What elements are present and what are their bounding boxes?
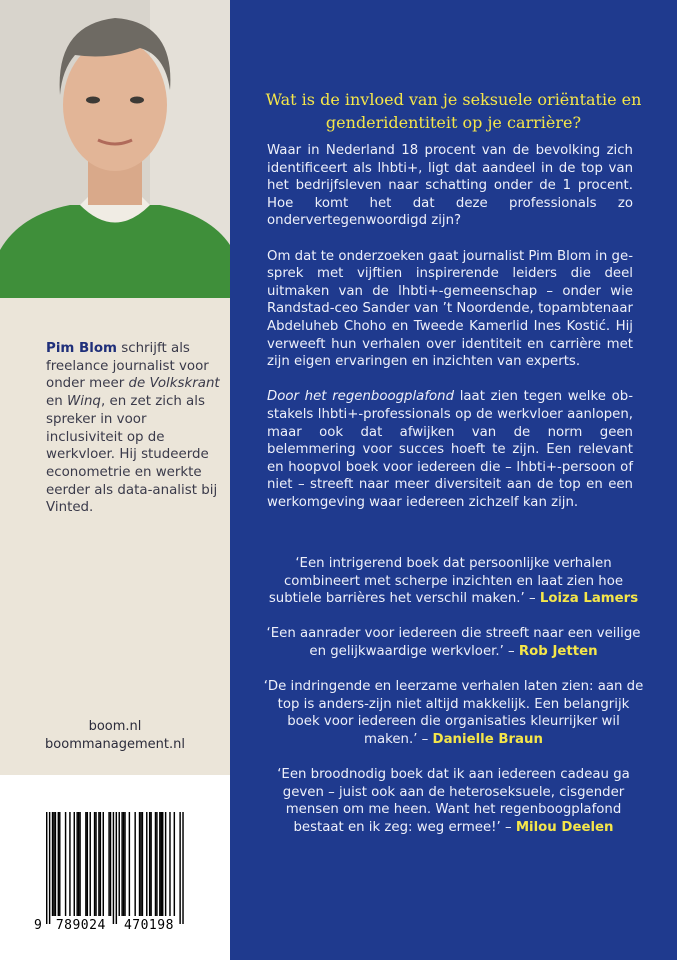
barcode-bar bbox=[140, 812, 141, 916]
barcode-bar bbox=[65, 812, 66, 916]
quote-text: ‘Een intrigerend boek dat persoonlijke verhalen combineert met scherpe inzichten en laat zien hoe subtiele barrières het verschil maken.’ – bbox=[268, 556, 624, 607]
barcode-bar bbox=[52, 812, 53, 916]
barcode-bar bbox=[156, 812, 157, 916]
left-column bbox=[0, 0, 230, 960]
quote-text: ‘Een broodnodig boek dat ik aan iedereen cadeau ga geven – juist ook aan de heteroseksuele, cisgender mensen om me heen. Want het regenboogplafond bestaat en ik zeg: weg ermee!’ – bbox=[277, 767, 630, 835]
barcode-bar bbox=[108, 812, 109, 916]
barcode-bar bbox=[87, 812, 88, 916]
author-bio bbox=[46, 340, 226, 517]
barcode-bar bbox=[182, 812, 183, 924]
isbn-barcode bbox=[30, 810, 190, 935]
bio-publication: Winq bbox=[66, 394, 101, 410]
barcode-bar bbox=[95, 812, 96, 916]
publisher-websites bbox=[0, 718, 230, 754]
quote-author: Danielle Braun bbox=[432, 731, 543, 747]
barcode-bar bbox=[53, 812, 54, 916]
isbn-digits: 9 bbox=[34, 918, 43, 933]
barcode-bar bbox=[165, 812, 166, 916]
paragraph-text: laat zien tegen welke obstakels lhbti+-professionals op de werkvloer aanlopen, maar ook dat afwijken van de norm geen belemmering voor succes hoeft te zijn. Een relevant en hoopvol boek voor iedereen die – lhbti+-persoon of niet – streeft naar meer diversiteit aan de top en een werkomgeving waar iedereen zichzelf kan zijn. bbox=[267, 389, 633, 510]
isbn-digits: 470198 bbox=[123, 918, 174, 933]
barcode-bar bbox=[100, 812, 101, 916]
barcode-bar bbox=[85, 812, 86, 916]
barcode-bar bbox=[49, 812, 50, 924]
isbn-digits: 789024 bbox=[55, 918, 106, 933]
barcode-bar bbox=[74, 812, 75, 916]
barcode-bar bbox=[174, 812, 175, 916]
barcode-bar bbox=[59, 812, 60, 916]
bio-text: schrijft als freelance journalist voor onder meer bbox=[46, 341, 209, 392]
barcode-bar bbox=[169, 812, 170, 916]
barcode-bar bbox=[90, 812, 91, 916]
barcode-bar bbox=[94, 812, 95, 916]
blurb-paragraph: Om dat te onderzoeken gaat journalist Pim Blom in gesprek met vijftien inspirerende leiders die deel uitmaken van de lhbti+-gemeenschap – onder wie Randstad-ceo Sander van ’t Noordende, topambtenaar Abdeluheb Choho en Tweede Kamerlid Ines Kostić. Hij verweeft hun verhalen over identiteit en carrière met zijn eigen ervaringen en inzichten van experts. bbox=[267, 248, 633, 370]
endorsements bbox=[260, 555, 647, 854]
barcode-bar bbox=[179, 812, 180, 924]
barcode-bar bbox=[142, 812, 143, 916]
endorsement bbox=[260, 766, 647, 836]
barcode-bar bbox=[46, 812, 47, 924]
barcode-bar bbox=[161, 812, 162, 916]
barcode-bar bbox=[124, 812, 125, 916]
bio-publication: de Volkskrant bbox=[128, 376, 220, 392]
endorsement bbox=[260, 678, 647, 748]
barcode-bar bbox=[58, 812, 59, 916]
back-cover-panel bbox=[230, 0, 677, 960]
author-name: Pim Blom bbox=[46, 341, 117, 356]
barcode-bar bbox=[103, 812, 104, 916]
bio-text: en bbox=[46, 394, 67, 410]
barcode-bar bbox=[69, 812, 70, 916]
barcode-bar bbox=[113, 812, 114, 924]
barcode-bar bbox=[76, 812, 77, 916]
quote-text: ‘De indringende en leerzame verhalen laten zien: aan de top is anders-zijn niet altijd makkelijk. Een belangrijk boek voor iedereen die organisaties kleurrijker wil maken.’ – bbox=[263, 679, 644, 747]
quote-author: Milou Deelen bbox=[515, 819, 614, 835]
blurb-paragraph: Waar in Nederland 18 procent van de bevolking zich identificeert als lhbti+, ligt dat aandeel in de top van het bedrijfsleven naar schatting onder de 1 procent. Hoe komt het dat deze professionals zo ondervertegenwoordigd zijn? bbox=[267, 143, 633, 229]
barcode-bar bbox=[139, 812, 140, 916]
quote-author: Rob Jetten bbox=[518, 643, 598, 659]
barcode-bar bbox=[129, 812, 130, 916]
barcode-bar bbox=[55, 812, 56, 916]
barcode-bar bbox=[162, 812, 163, 916]
author-photo bbox=[0, 0, 230, 298]
barcode-bar bbox=[149, 812, 150, 916]
barcode-bar bbox=[78, 812, 79, 916]
barcode-bar bbox=[98, 812, 99, 916]
endorsement bbox=[260, 555, 647, 608]
barcode-bar bbox=[79, 812, 80, 916]
blurb-paragraph bbox=[267, 388, 633, 511]
quote-text: ‘Een aanrader voor iedereen die streeft naar een veilige en gelijkwaardige werkvloer.’ – bbox=[266, 626, 641, 659]
blurb-body bbox=[267, 142, 633, 529]
barcode-bar bbox=[146, 812, 147, 916]
barcode-bar bbox=[116, 812, 117, 924]
endorsement bbox=[260, 625, 647, 660]
bio-text: , en zet zich als spreker in voor inclusiviteit op de werkvloer. Hij studeerde econometrie en werkte eerder als data-analist bij Vinted. bbox=[46, 394, 218, 516]
barcode-bar bbox=[110, 812, 111, 916]
barcode-bar bbox=[159, 812, 160, 916]
website-link[interactable]: boom.nl bbox=[88, 719, 142, 734]
quote-author: Loiza Lamers bbox=[539, 591, 639, 607]
barcode-bar bbox=[121, 812, 122, 916]
barcode-bar bbox=[134, 812, 135, 916]
barcode-bar bbox=[155, 812, 156, 916]
blurb-title: Wat is de invloed van je seksuele oriëntatie en genderidentiteit op je carrière? bbox=[265, 90, 642, 132]
website-link[interactable]: boommanagement.nl bbox=[45, 737, 185, 752]
barcode-bar bbox=[119, 812, 120, 916]
barcode-bar bbox=[123, 812, 124, 916]
book-title: Door het regenboogplafond bbox=[267, 389, 455, 405]
barcode-bar bbox=[150, 812, 151, 916]
